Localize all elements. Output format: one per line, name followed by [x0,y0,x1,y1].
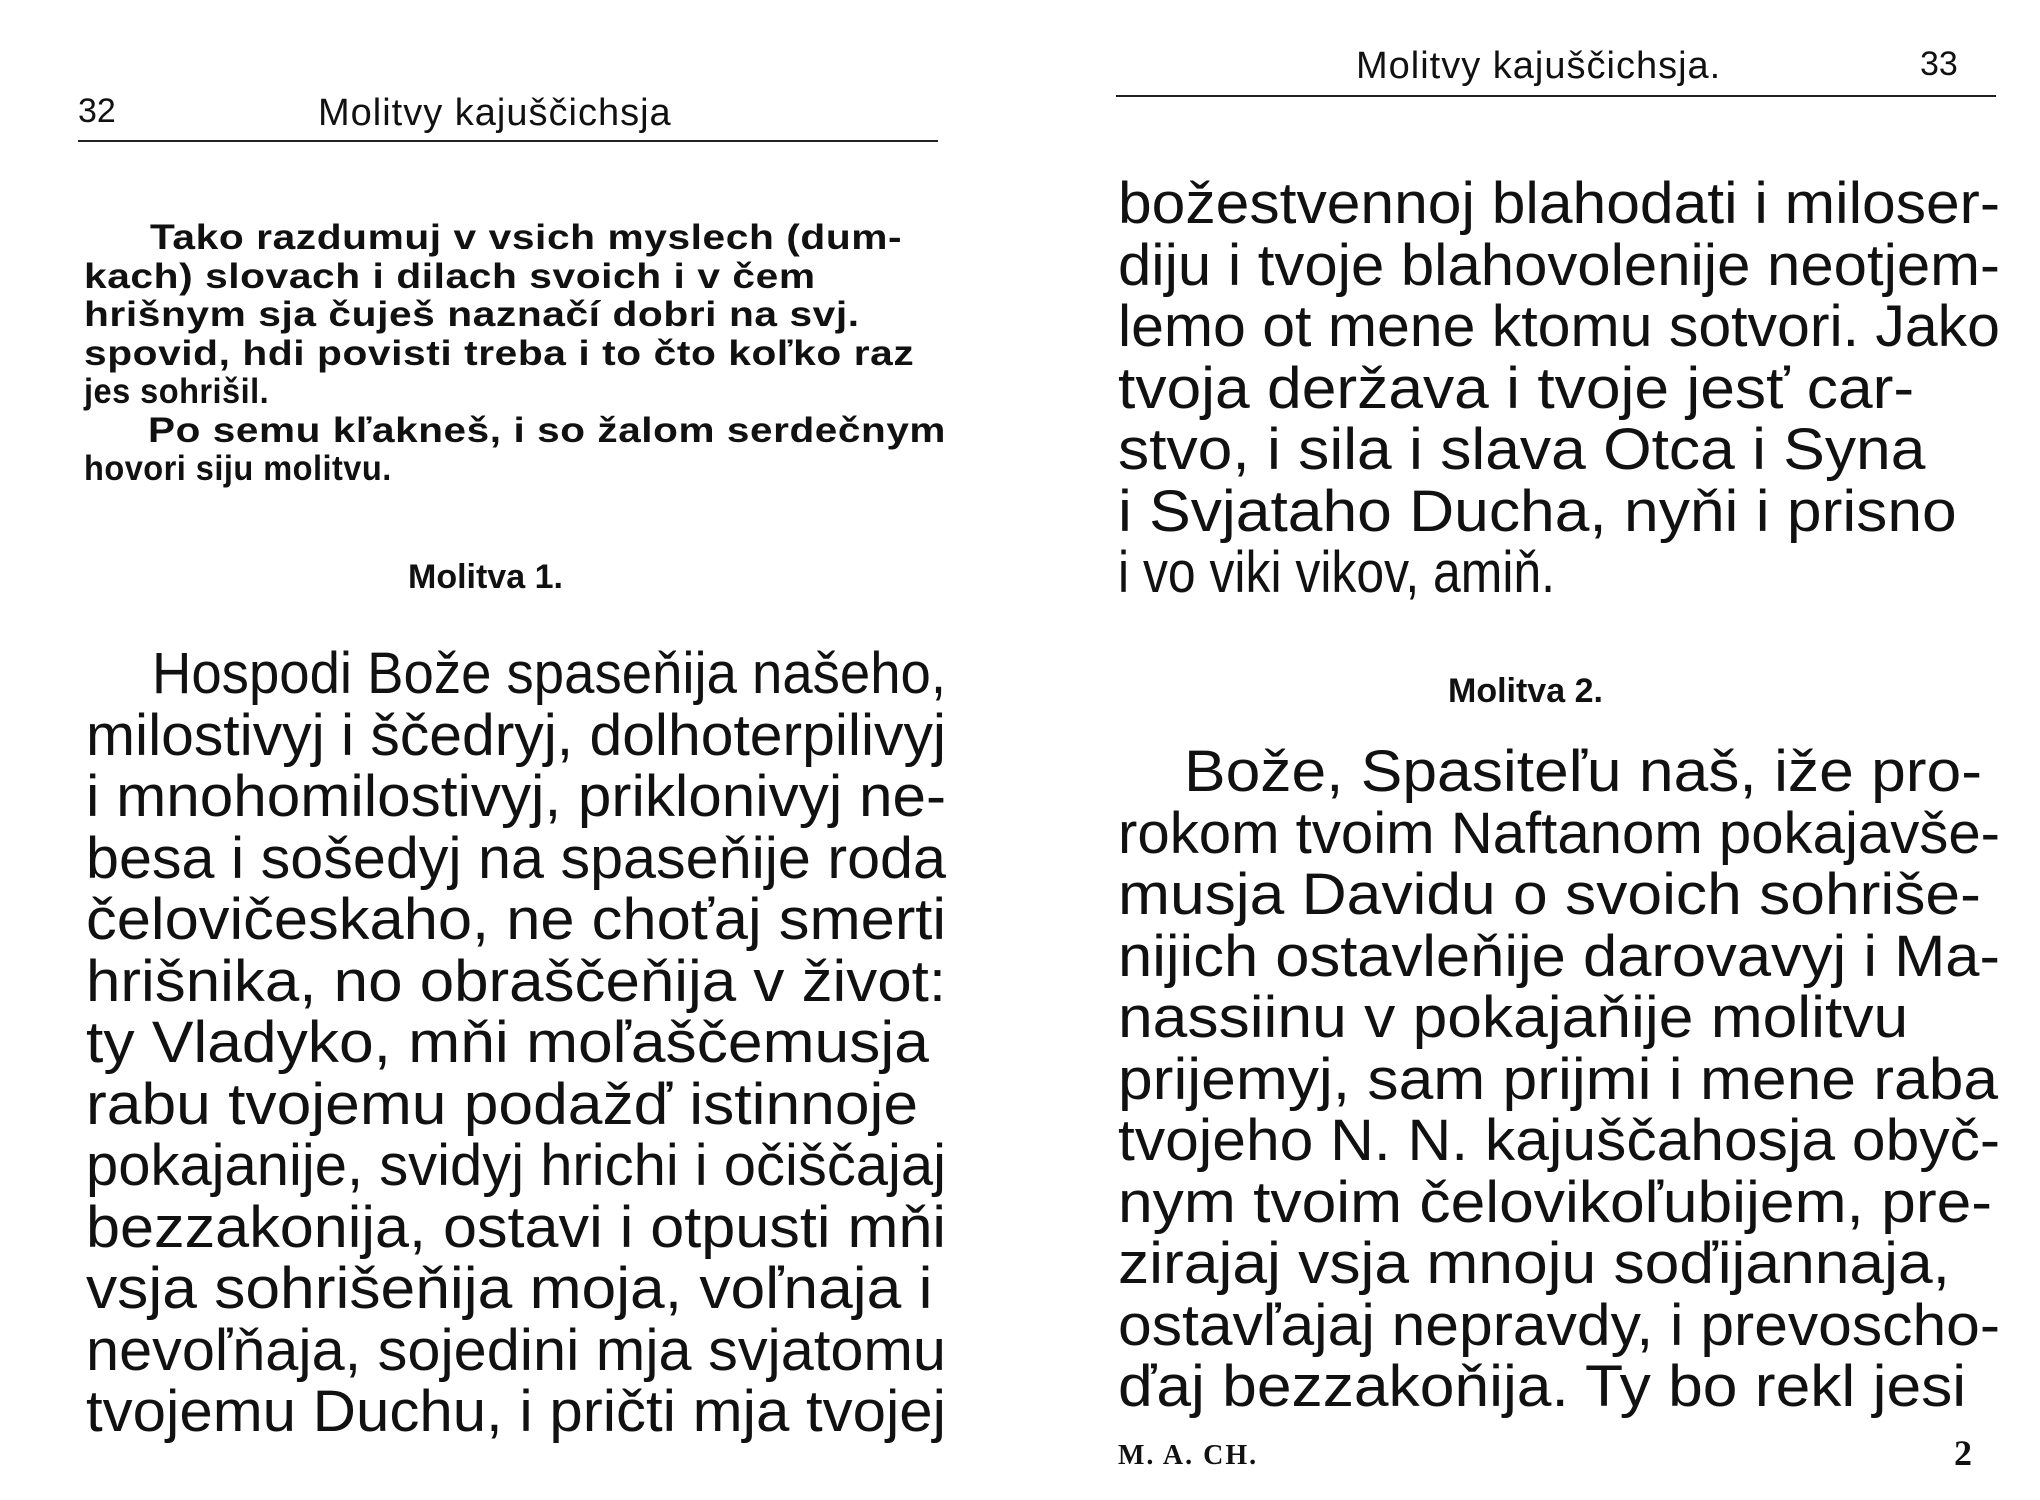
prayer-line: ty Vladyko, mňi moľaščemusja [86,1010,929,1075]
left-running-title: Molitvy kajuščichsja [318,92,672,134]
prayer-line: milostivyj i ščedryj, dolhoterpilivyj [86,702,946,768]
prayer-line: i mnohomilostivyj, priklonivyj ne- [86,764,947,829]
prayer-line: prijemyj, sam prijmi i mene raba [1118,1046,1999,1112]
rubric-line: Po semu kľakneš, i so žalom serdečnym [148,410,947,450]
prayer-line: pokajanije, svidyj hrichi i očiščajaj [86,1133,947,1198]
prayer-line: ďaj bezzakoňija. Ty bo rekl jesi [1118,1354,1967,1419]
prayer-line: tvoja deržava i tvoje jesť car- [1118,355,1915,421]
left-prayer-heading: Molitva 1. [408,558,563,596]
rubric-line: hrišnym sja čuješ naznačí dobri na svj. [84,295,860,334]
prayer-line: nevoľňaja, sojedini mja svjatomu [86,1317,947,1383]
prayer-line: i Svjataho Ducha, nyňi i prisno [1118,478,1957,544]
rubric-line: hovori siju molitvu. [84,449,392,488]
prayer-line: diju i tvoje blahovolenije neotjem- [1118,232,2001,298]
left-page [0,0,1000,1500]
prayer-line: rabu tvojemu podažď istinnoje [86,1071,919,1137]
right-header-rule [1116,95,1996,97]
signature-mark: M. A. CH. [1118,1440,1259,1471]
prayer-line: tvojemu Duchu, i pričti mja tvojej [86,1379,946,1444]
prayer-line: lemo ot mene ktomu sotvori. Jako [1118,294,2000,359]
prayer-line: Bože, Spasiteľu naš, iže pro- [1184,739,1982,804]
rubric-line: spovid, hdi povisti treba i to čto koľko raz [84,333,915,373]
right-prayer-heading: Molitva 2. [1448,672,1603,710]
prayer-line: nassiinu v pokajaňije molitvu [1118,985,1909,1050]
prayer-line: bezzakonija, ostavi i otpusti mňi [86,1194,946,1260]
prayer-line: zirajaj vsja mnoju soďijannaja, [1118,1231,1950,1296]
prayer-line: čelovičeskaho, ne choťaj smerti [86,887,947,952]
right-running-title: Molitvy kajuščichsja. [1356,45,1722,87]
prayer-line: ostavľajaj nepravdy, i prevoscho- [1118,1292,2001,1358]
rubric-line: kach) slovach i dilach svoich i v čem [84,256,816,296]
left-page-number: 32 [78,92,116,130]
prayer-line: besa i sošedyj na spaseňije roda [86,825,946,891]
prayer-line: nym tvoim čelovikoľubijem, pre- [1118,1169,1993,1235]
prayer-line: vsja sohrišeňija moja, voľnaja i [86,1256,933,1321]
prayer-line: nijich ostavleňije darovavyj i Ma- [1118,923,2001,989]
right-page [1040,0,2040,1500]
prayer-line: i vo viki vikov, amiň. [1118,540,1556,605]
rubric-line: Tako razdumuj v vsich myslech (dum- [150,218,903,257]
prayer-line: rokom tvoim Naftanom pokajavše- [1118,800,2001,866]
prayer-line: stvo, i sila i slava Otca i Syna [1118,417,1926,482]
prayer-line: musja Davidu o svoich sohriše- [1118,862,1981,927]
prayer-line: tvojeho N. N. kajuščahosja obyč- [1118,1108,2001,1173]
prayer-line: božestvennoj blahodati i miloser- [1118,171,2001,236]
sheet-number: 2 [1954,1433,1972,1473]
prayer-line: hrišnika, no obraščeňija v život: [86,948,947,1014]
rubric-line: jes sohrišil. [84,372,270,411]
right-page-number: 33 [1920,45,1958,83]
prayer-line: Hospodi Bože spaseňija našeho, [152,641,947,706]
left-header-rule [78,140,938,142]
